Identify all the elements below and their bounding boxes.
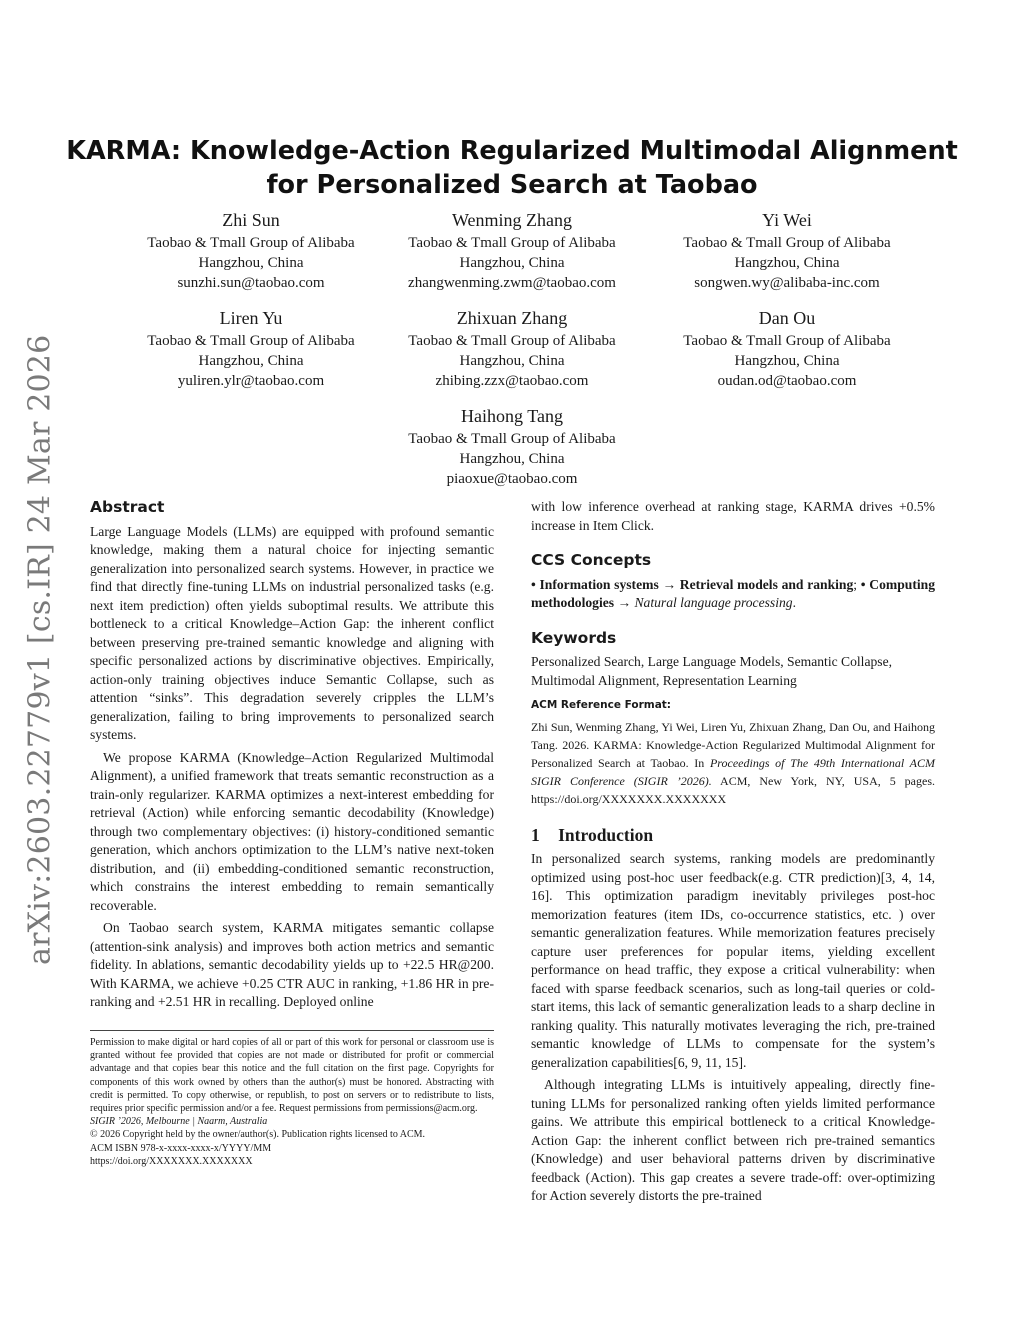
abstract-paragraph: On Taobao search system, KARMA mitigates semantic collapse (attention-sink analysis) and improves both action metrics and semantic fidelity. In ablations, semantic decodability yields up to +22.5 HR@200. With KARMA, we achieve +0.25 CTR AUC in ranking, +1.86 HR in pre-ranking and +2.51 HR in recalling. Deployed online [90, 920, 494, 1009]
acm-reference-venue: Proceedings of The 49th International ACM SIGIR Conference (SIGIR ’2026). [531, 755, 935, 788]
keywords-text: Personalized Search, Large Language Models, Semantic Collapse, Multimodal Alignment, Representation Learning [531, 654, 893, 688]
section-title: Introduction [558, 824, 654, 845]
author-affiliation: Taobao & Tmall Group of Alibaba [408, 431, 616, 447]
author-name: Zhixuan Zhang [456, 308, 568, 328]
ccs-arrow: → [662, 576, 677, 592]
author-affiliation: Taobao & Tmall Group of Alibaba [147, 235, 355, 251]
author-location: Hangzhou, China [459, 255, 565, 271]
author-affiliation: Taobao & Tmall Group of Alibaba [683, 333, 891, 349]
title-line-2: for Personalized Search at Taobao [266, 170, 758, 200]
author-email: songwen.wy@alibaba-inc.com [694, 275, 880, 291]
title-line-1: KARMA: Knowledge-Action Regularized Multimodal Alignment [66, 136, 958, 166]
arxiv-identifier: arXiv:2603.22779v1 [cs.IR] 24 Mar 2026 [22, 334, 58, 965]
author-block [367, 208, 657, 293]
copyright-footnote [90, 1030, 494, 1168]
author-location: Hangzhou, China [459, 451, 565, 467]
isbn-line: ACM ISBN 978-x-xxxx-xxxx-x/YYYY/MM [90, 1142, 272, 1154]
author-block [106, 208, 396, 293]
permission-notice: Permission to make digital or hard copies of all or part of this work for personal or classroom use is granted without fee provided that copies are not made or distributed for profit or commercial advantage and that copies bear this notice and the full citation on the first page. Copyrights for components of this work owned by others than the author(s) must be honored. Abstracting with credit is permitted. To copy otherwise, or republish, to post on servers or to redistribute to lists, requires prior specific permission and/or a fee. Request permissions from permissions@acm.org. [90, 1037, 494, 1115]
author-name: Zhi Sun [222, 210, 280, 230]
acm-reference-heading: ACM Reference Format: [531, 699, 671, 711]
abstract-paragraph: Large Language Models (LLMs) are equipped with profound semantic knowledge, making them a natural choice for injecting semantic generalization into personalized search systems. However, in practice we find that directly fine-tuning LLMs on industrial personalized tasks (e.g. next item prediction) often yields suboptimal results. We attribute this bottleneck to a critical Knowledge–Action Gap: the inherent conflict between preserving pre-trained semantic knowledge and aligning with specific personalized actions by discriminative objectives. Empirically, action-only training objectives induce Semantic Collapse, such as attention “sinks”. This degradation severely cripples the LLM’s generalization, failing to bring improvements to personalized search systems. [90, 523, 494, 742]
author-affiliation: Taobao & Tmall Group of Alibaba [683, 235, 891, 251]
conference-line: SIGIR ’2026, Melbourne | Naarm, Australia [90, 1116, 268, 1128]
ccs-subconcept: Natural language processing [634, 595, 793, 610]
ccs-concept: Information systems [539, 576, 659, 592]
ccs-bullet: • [531, 576, 536, 592]
abstract-continuation: with low inference overhead at ranking stage, KARMA drives +0.5% increase in Item Click. [531, 499, 935, 533]
author-name: Dan Ou [758, 308, 816, 328]
author-email: zhibing.zzx@taobao.com [435, 373, 589, 389]
paper-title [60, 134, 964, 202]
ccs-arrow: → [617, 595, 632, 610]
ccs-heading: CCS Concepts [531, 551, 652, 569]
acm-reference-rest: ACM, New York, NY, USA, 5 pages. https://doi.org/XXXXXXX.XXXXXXX [531, 773, 935, 806]
acm-reference-authors: Zhi Sun, Wenming Zhang, Yi Wei, Liren Yu, Zhixuan Zhang, Dan Ou, and Haihong Tang. 2026. KARMA: Knowledge-Action Regularized Multimodal Alignment for Personalized Search at Taobao. In [531, 719, 935, 770]
author-block [367, 404, 657, 489]
abstract-heading: Abstract [90, 498, 165, 516]
acm-reference [531, 718, 935, 808]
author-affiliation: Taobao & Tmall Group of Alibaba [408, 235, 616, 251]
ccs-subconcept: Retrieval models and ranking [679, 576, 854, 592]
section-number: 1 [531, 824, 540, 845]
author-name: Liren Yu [219, 308, 283, 328]
ccs-separator: ; [853, 576, 858, 592]
author-affiliation: Taobao & Tmall Group of Alibaba [408, 333, 616, 349]
right-column [531, 498, 935, 1206]
author-block [367, 306, 657, 391]
author-location: Hangzhou, China [734, 255, 840, 271]
author-email: oudan.od@taobao.com [717, 373, 857, 389]
keywords-heading: Keywords [531, 628, 617, 647]
author-email: yuliren.ylr@taobao.com [177, 373, 325, 389]
intro-paragraph: Although integrating LLMs is intuitively appealing, directly fine-tuning LLMs for personalized ranking often yields limited performance gains. We attribute this empirical bottleneck to a critical Knowledge-Action Gap: the inherent conflict between rich pre-trained semantics (Knowledge) and user behavioral patterns driven by discriminative feedback (Action). This gap creates a severe trade-off: over-optimizing for Action severely distorts the pre-trained [531, 1077, 935, 1203]
copyright-line: © 2026 Copyright held by the owner/author(s). Publication rights licensed to ACM. [90, 1129, 426, 1141]
ccs-bullet: • [860, 576, 866, 592]
author-affiliation: Taobao & Tmall Group of Alibaba [147, 333, 355, 349]
author-block [642, 306, 932, 391]
author-name: Yi Wei [762, 210, 812, 230]
author-location: Hangzhou, China [459, 353, 565, 369]
left-column [90, 498, 494, 1012]
author-location: Hangzhou, China [198, 255, 304, 271]
author-email: sunzhi.sun@taobao.com [177, 275, 325, 291]
author-email: piaoxue@taobao.com [446, 471, 578, 487]
intro-paragraph: In personalized search systems, ranking models are predominantly optimized using post-hoc user feedback(e.g. CTR prediction)[3, 4, 14, 16]. This optimization paradigm inevitably privileges post-hoc memorization features (item IDs, co-occurrence statistics, etc. ) over semantic generalization features. While memorization features precisely capture user preferences for popular items, yielding excellent performance on head traffic, they expose a critical vulnerability: when faced with sparse feedback scenarios, such as long-tail queries or cold-start items, this lack of semantic generalization leads to a sharp decline in ranking quality. This naturally motivates leveraging the rich, pre-trained semantic knowledge of LLMs to compensate for the system’s generalization capabilities[6, 9, 11, 15]. [531, 851, 935, 1070]
author-name: Haihong Tang [461, 406, 563, 426]
ccs-end: . [792, 595, 796, 610]
introduction-heading [531, 826, 935, 845]
ccs-concepts [531, 576, 935, 613]
author-block [106, 306, 396, 391]
ccs-concept: Computing methodologies [531, 576, 935, 610]
doi-line: https://doi.org/XXXXXXX.XXXXXXX [90, 1155, 253, 1167]
author-location: Hangzhou, China [198, 353, 304, 369]
author-name: Wenming Zhang [451, 210, 573, 230]
abstract-paragraph: We propose KARMA (Knowledge–Action Regularized Multimodal Alignment), a unified framework that treats semantic reconstruction as a train-only regularizer. KARMA optimizes a next-interest embedding for retrieval (Action) while enforcing semantic decodability (Knowledge) through two complementary objectives: (i) history-conditioned semantic generation, which anchors optimization to the LLM’s native next-token distribution, and (ii) embedding-conditioned semantic reconstruction, which constrains the interest embedding to remain semantically recoverable. [90, 749, 494, 913]
author-block [642, 208, 932, 293]
author-location: Hangzhou, China [734, 353, 840, 369]
author-email: zhangwenming.zwm@taobao.com [408, 275, 616, 291]
arxiv-stamp [20, 334, 60, 965]
